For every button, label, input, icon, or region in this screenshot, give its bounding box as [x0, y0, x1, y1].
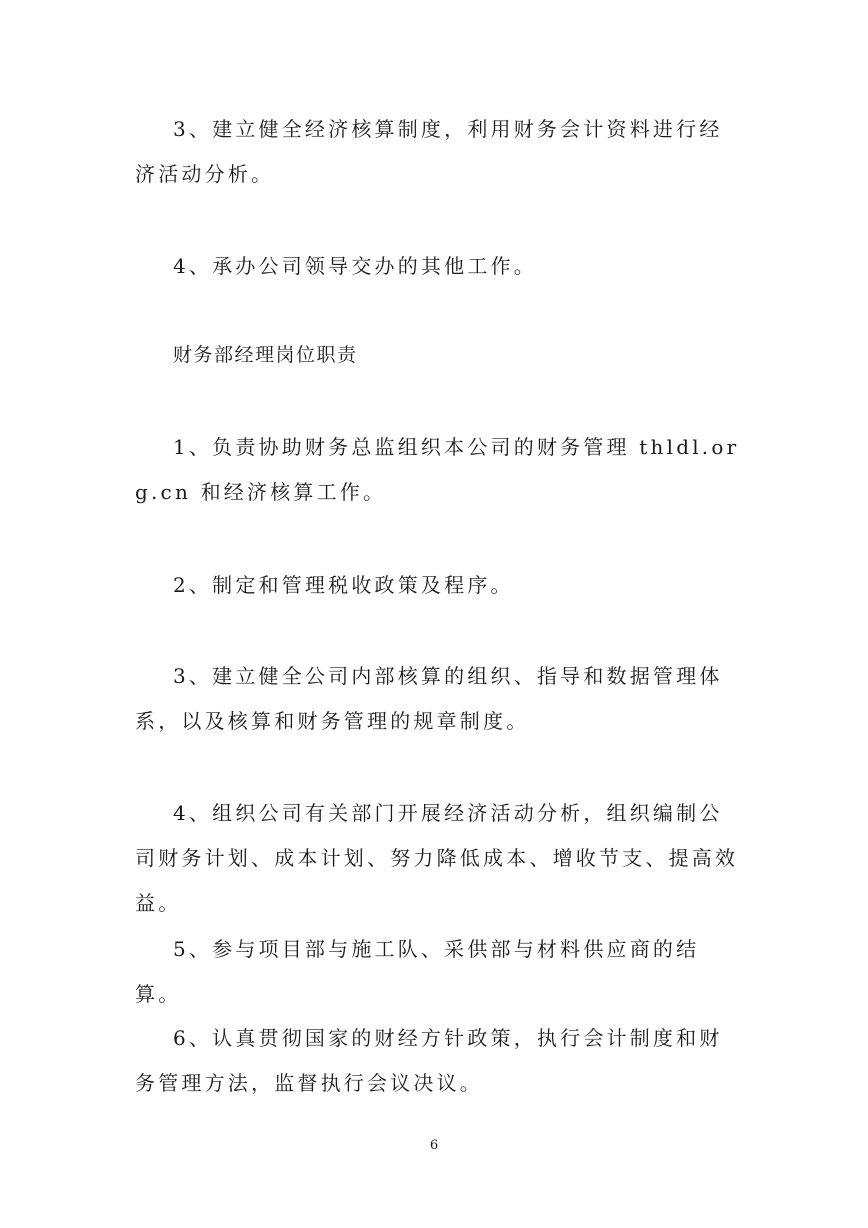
- paragraph-item-1-assist-director: 1、负责协助财务总监组织本公司的财务管理 thldl.org.cn 和经济核算工作。: [135, 435, 740, 504]
- paragraph-item-3-accounting-system: 3、建立健全经济核算制度，利用财务会计资料进行经济活动分析。: [135, 117, 723, 186]
- paragraph-item-5-settlement: 5、参与项目部与施工队、采供部与材料供应商的结算。: [135, 937, 700, 1006]
- paragraph-item-4-other-work: 4、承办公司领导交办的其他工作。: [173, 254, 537, 278]
- paragraph-item-6-policy-compliance: 6、认真贯彻国家的财经方针政策，执行会计制度和财务管理方法，监督执行会议决议。: [135, 1026, 723, 1095]
- paragraph-item-2-tax-policy: 2、制定和管理税收政策及程序。: [173, 573, 514, 597]
- page-number: 6: [429, 1138, 439, 1153]
- paragraph-item-3-internal-accounting: 3、建立健全公司内部核算的组织、指导和数据管理体系，以及核算和财务管理的规章制度。: [135, 664, 723, 733]
- section-heading: 财务部经理岗位职责: [173, 344, 358, 366]
- paragraph-item-4-activity-analysis: 4、组织公司有关部门开展经济活动分析，组织编制公司财务计划、成本计划、努力降低成本、增收节支、提高效益。: [135, 801, 739, 915]
